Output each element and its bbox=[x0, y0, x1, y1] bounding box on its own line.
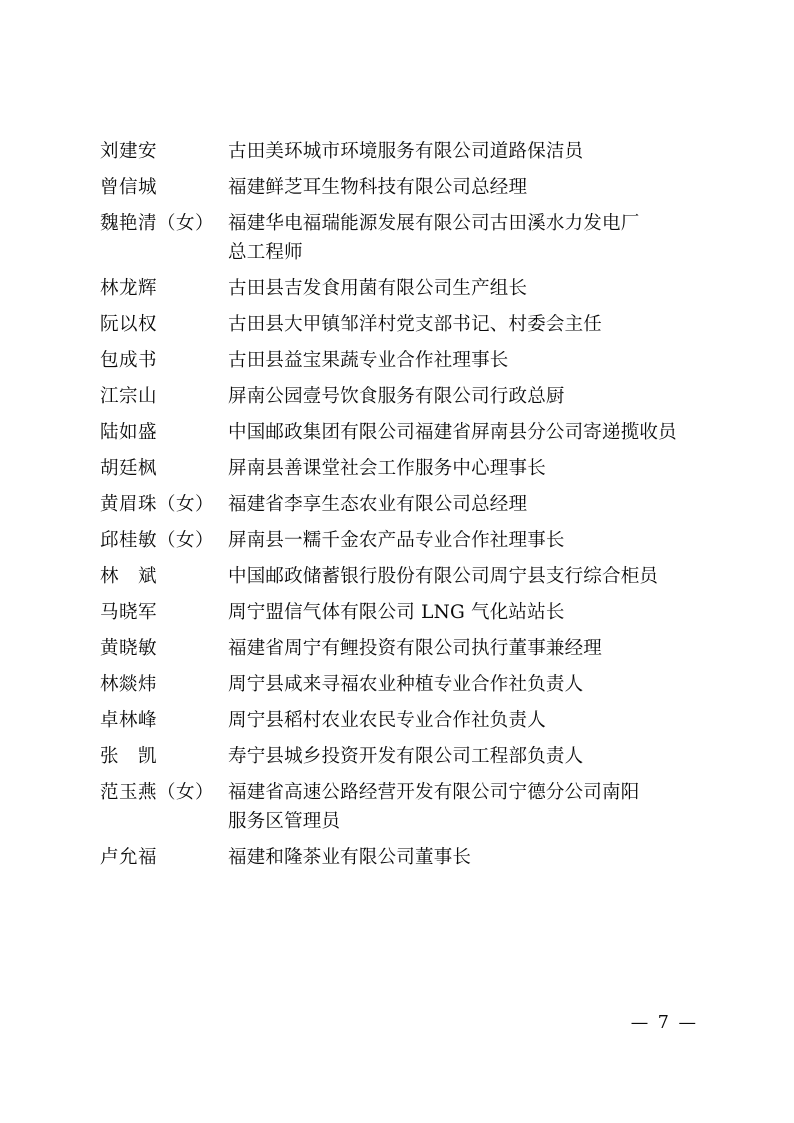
entry-name: 卢允福 bbox=[100, 847, 158, 868]
entry-description: 周宁县稻村农业农民专业合作社负责人 bbox=[228, 710, 546, 731]
entry-name: 马晓军 bbox=[100, 602, 158, 623]
entry-description-continuation: 服务区管理员 bbox=[228, 811, 341, 832]
entry-description: 屏南县善课堂社会工作服务中心理事长 bbox=[228, 458, 546, 479]
entry-name: 刘建安 bbox=[100, 141, 158, 162]
list-item bbox=[100, 347, 700, 374]
entry-description: 古田县吉发食用菌有限公司生产组长 bbox=[228, 278, 528, 299]
list-item bbox=[100, 383, 700, 410]
entry-description: 中国邮政集团有限公司福建省屏南县分公司寄递揽收员 bbox=[228, 422, 677, 443]
entry-name: 陆如盛 bbox=[100, 422, 158, 443]
entry-description: 周宁盟信气体有限公司 LNG 气化站站长 bbox=[228, 602, 565, 623]
entry-description: 福建省周宁有鲤投资有限公司执行董事兼经理 bbox=[228, 638, 603, 659]
entry-description: 寿宁县城乡投资开发有限公司工程部负责人 bbox=[228, 746, 584, 767]
entry-list bbox=[100, 138, 700, 880]
entry-name: 范玉燕（女） bbox=[100, 782, 215, 803]
entry-name: 林燚炜 bbox=[100, 674, 158, 695]
page-number: — 7 — bbox=[630, 1013, 698, 1033]
list-item bbox=[100, 491, 700, 518]
entry-name: 黄晓敏 bbox=[100, 638, 158, 659]
entry-name: 林龙辉 bbox=[100, 278, 158, 299]
entry-description: 中国邮政储蓄银行股份有限公司周宁县支行综合柜员 bbox=[228, 566, 659, 587]
list-item bbox=[100, 743, 700, 770]
list-item bbox=[100, 138, 700, 165]
entry-description: 福建省李享生态农业有限公司总经理 bbox=[228, 494, 528, 515]
list-item bbox=[100, 174, 700, 201]
list-item bbox=[100, 419, 700, 446]
entry-description: 古田美环城市环境服务有限公司道路保洁员 bbox=[228, 141, 584, 162]
entry-description: 屏南县一糯千金农产品专业合作社理事长 bbox=[228, 530, 565, 551]
list-item bbox=[100, 563, 700, 590]
entry-description: 周宁县咸来寻福农业种植专业合作社负责人 bbox=[228, 674, 584, 695]
entry-name: 魏艳清（女） bbox=[100, 213, 215, 234]
list-item bbox=[100, 844, 700, 871]
list-item bbox=[100, 707, 700, 734]
entry-name: 包成书 bbox=[100, 350, 158, 371]
entry-description: 福建和隆茶业有限公司董事长 bbox=[228, 847, 472, 868]
list-item bbox=[100, 671, 700, 698]
entry-name: 卓林峰 bbox=[100, 710, 158, 731]
entry-name: 曾信城 bbox=[100, 177, 158, 198]
list-item bbox=[100, 311, 700, 338]
entry-description: 屏南公园壹号饮食服务有限公司行政总厨 bbox=[228, 386, 565, 407]
entry-name: 张 凯 bbox=[100, 746, 158, 767]
entry-name: 胡廷枫 bbox=[100, 458, 158, 479]
entry-name: 江宗山 bbox=[100, 386, 158, 407]
list-item bbox=[100, 210, 700, 237]
list-item bbox=[100, 455, 700, 482]
entry-name: 邱桂敏（女） bbox=[100, 530, 215, 551]
entry-name: 林 斌 bbox=[100, 566, 158, 587]
entry-description: 福建华电福瑞能源发展有限公司古田溪水力发电厂 bbox=[228, 213, 640, 234]
entry-description: 古田县益宝果蔬专业合作社理事长 bbox=[228, 350, 509, 371]
entry-name: 黄眉珠（女） bbox=[100, 494, 215, 515]
list-item bbox=[100, 635, 700, 662]
list-item bbox=[100, 527, 700, 554]
list-item bbox=[100, 779, 700, 806]
list-item bbox=[100, 275, 700, 302]
entry-name: 阮以权 bbox=[100, 314, 158, 335]
entry-description: 福建鲜芝耳生物科技有限公司总经理 bbox=[228, 177, 528, 198]
entry-description: 福建省高速公路经营开发有限公司宁德分公司南阳 bbox=[228, 782, 640, 803]
entry-description-continuation: 总工程师 bbox=[228, 242, 303, 263]
entry-description: 古田县大甲镇邹洋村党支部书记、村委会主任 bbox=[228, 314, 603, 335]
list-item bbox=[100, 599, 700, 626]
